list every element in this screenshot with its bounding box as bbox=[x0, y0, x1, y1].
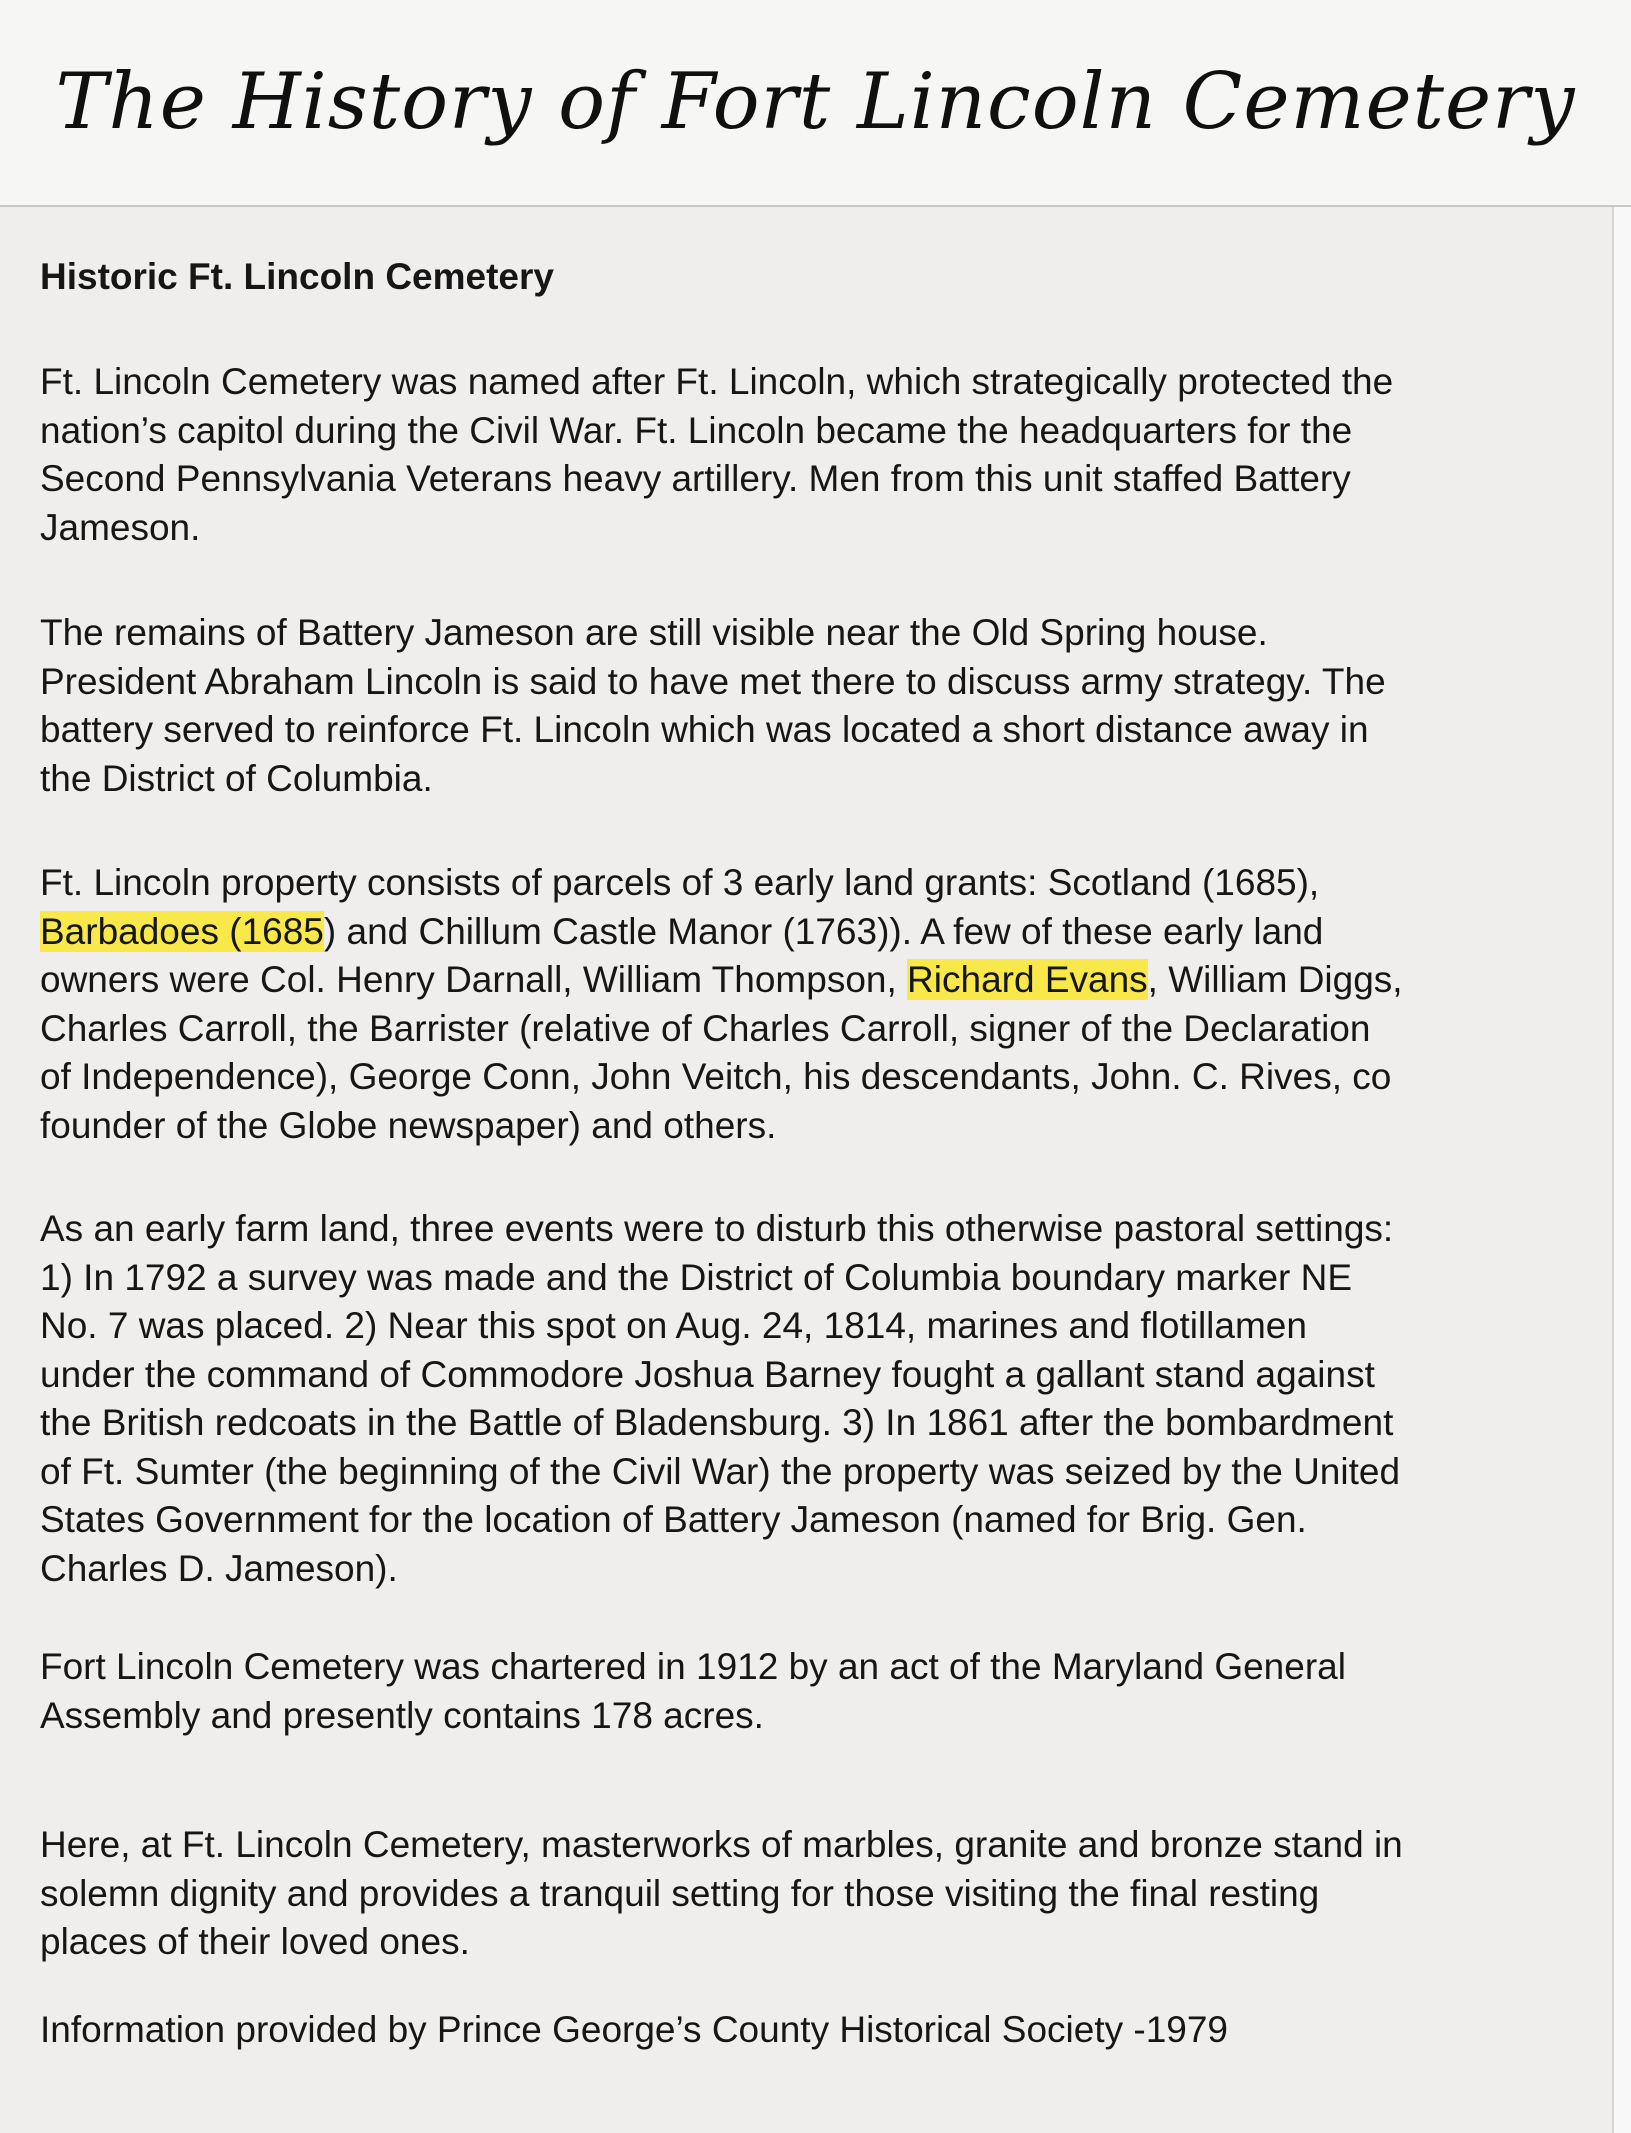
text-line: places of their loved ones. bbox=[40, 1921, 470, 1962]
text-segment: ) and Chillum Castle Manor (1763)). A few of these early land bbox=[323, 910, 1324, 952]
text-line: Ft. Lincoln property consists of parcels of 3 early land grants: Scotland (1685), bbox=[40, 862, 1320, 903]
text-line: of Ft. Sumter (the beginning of the Civil War) the property was seized by the United bbox=[40, 1450, 1401, 1492]
text-line: Assembly and presently contains 178 acres. bbox=[40, 1694, 764, 1736]
text-line: As an early farm land, three events were to disturb this otherwise pastoral settings: bbox=[40, 1208, 1394, 1249]
text-line bbox=[40, 908, 1403, 957]
text-line: States Government for the location of Battery Jameson (named for Brig. Gen. bbox=[40, 1499, 1307, 1540]
paragraph-battery-jameson bbox=[40, 609, 1386, 803]
text-line: The remains of Battery Jameson are still visible near the Old Spring house. bbox=[40, 612, 1268, 653]
highlighted-text-richard-evans: Richard Evans bbox=[907, 959, 1148, 1000]
section-heading: Historic Ft. Lincoln Cemetery bbox=[40, 256, 554, 297]
text-line: Ft. Lincoln Cemetery was named after Ft. Lincoln, which strategically protected the bbox=[40, 361, 1394, 402]
text-line: Here, at Ft. Lincoln Cemetery, masterworks of marbles, granite and bronze stand in bbox=[40, 1824, 1403, 1865]
text-line: Second Pennsylvania Veterans heavy artillery. Men from this unit staffed Battery bbox=[40, 458, 1351, 499]
text-line: the British redcoats in the Battle of Bladensburg. 3) In 1861 after the bombardment bbox=[40, 1402, 1394, 1443]
text-line: Jameson. bbox=[40, 506, 201, 548]
text-line bbox=[40, 956, 1403, 1005]
text-line: nation’s capitol during the Civil War. Ft. Lincoln became the headquarters for the bbox=[40, 409, 1353, 451]
paragraph-masterworks bbox=[40, 1821, 1403, 1967]
page-edge bbox=[1614, 207, 1631, 2133]
text-line: solemn dignity and provides a tranquil setting for those visiting the final resting bbox=[40, 1872, 1320, 1914]
text-segment: owners were Col. Henry Darnall, William Thompson, bbox=[40, 959, 908, 1000]
text-line: battery served to reinforce Ft. Lincoln which was located a short distance away in bbox=[40, 709, 1369, 750]
paragraph-naming bbox=[40, 358, 1393, 552]
text-line: Charles D. Jameson). bbox=[40, 1547, 398, 1589]
text-line: Fort Lincoln Cemetery was chartered in 1912 by an act of the Maryland General bbox=[40, 1646, 1346, 1687]
paragraph-three-events bbox=[40, 1205, 1400, 1593]
text-line: No. 7 was placed. 2) Near this spot on Aug. 24, 1814, marines and flotillamen bbox=[40, 1305, 1307, 1346]
highlighted-text-barbadoes: Barbadoes (1685 bbox=[40, 910, 324, 952]
source-credit: Information provided by Prince George’s County Historical Society -1979 bbox=[40, 2009, 1229, 2050]
text-line: the District of Columbia. bbox=[40, 757, 433, 799]
paragraph-charter bbox=[40, 1643, 1346, 1740]
text-line: President Abraham Lincoln is said to have met there to discuss army strategy. The bbox=[40, 660, 1386, 702]
text-line: founder of the Globe newspaper) and others. bbox=[40, 1104, 777, 1146]
document-title: The History of Fort Lincoln Cemetery bbox=[55, 57, 1576, 147]
text-line: Charles Carroll, the Barrister (relative of Charles Carroll, signer of the Declaration bbox=[40, 1007, 1371, 1049]
text-segment: , William Diggs, bbox=[1147, 959, 1403, 1000]
text-line: 1) In 1792 a survey was made and the District of Columbia boundary marker NE bbox=[40, 1256, 1353, 1298]
text-line: of Independence), George Conn, John Veitch, his descendants, John. C. Rives, co bbox=[40, 1056, 1392, 1097]
paragraph-land-grants bbox=[40, 859, 1403, 1150]
text-line: under the command of Commodore Joshua Barney fought a gallant stand against bbox=[40, 1353, 1375, 1395]
